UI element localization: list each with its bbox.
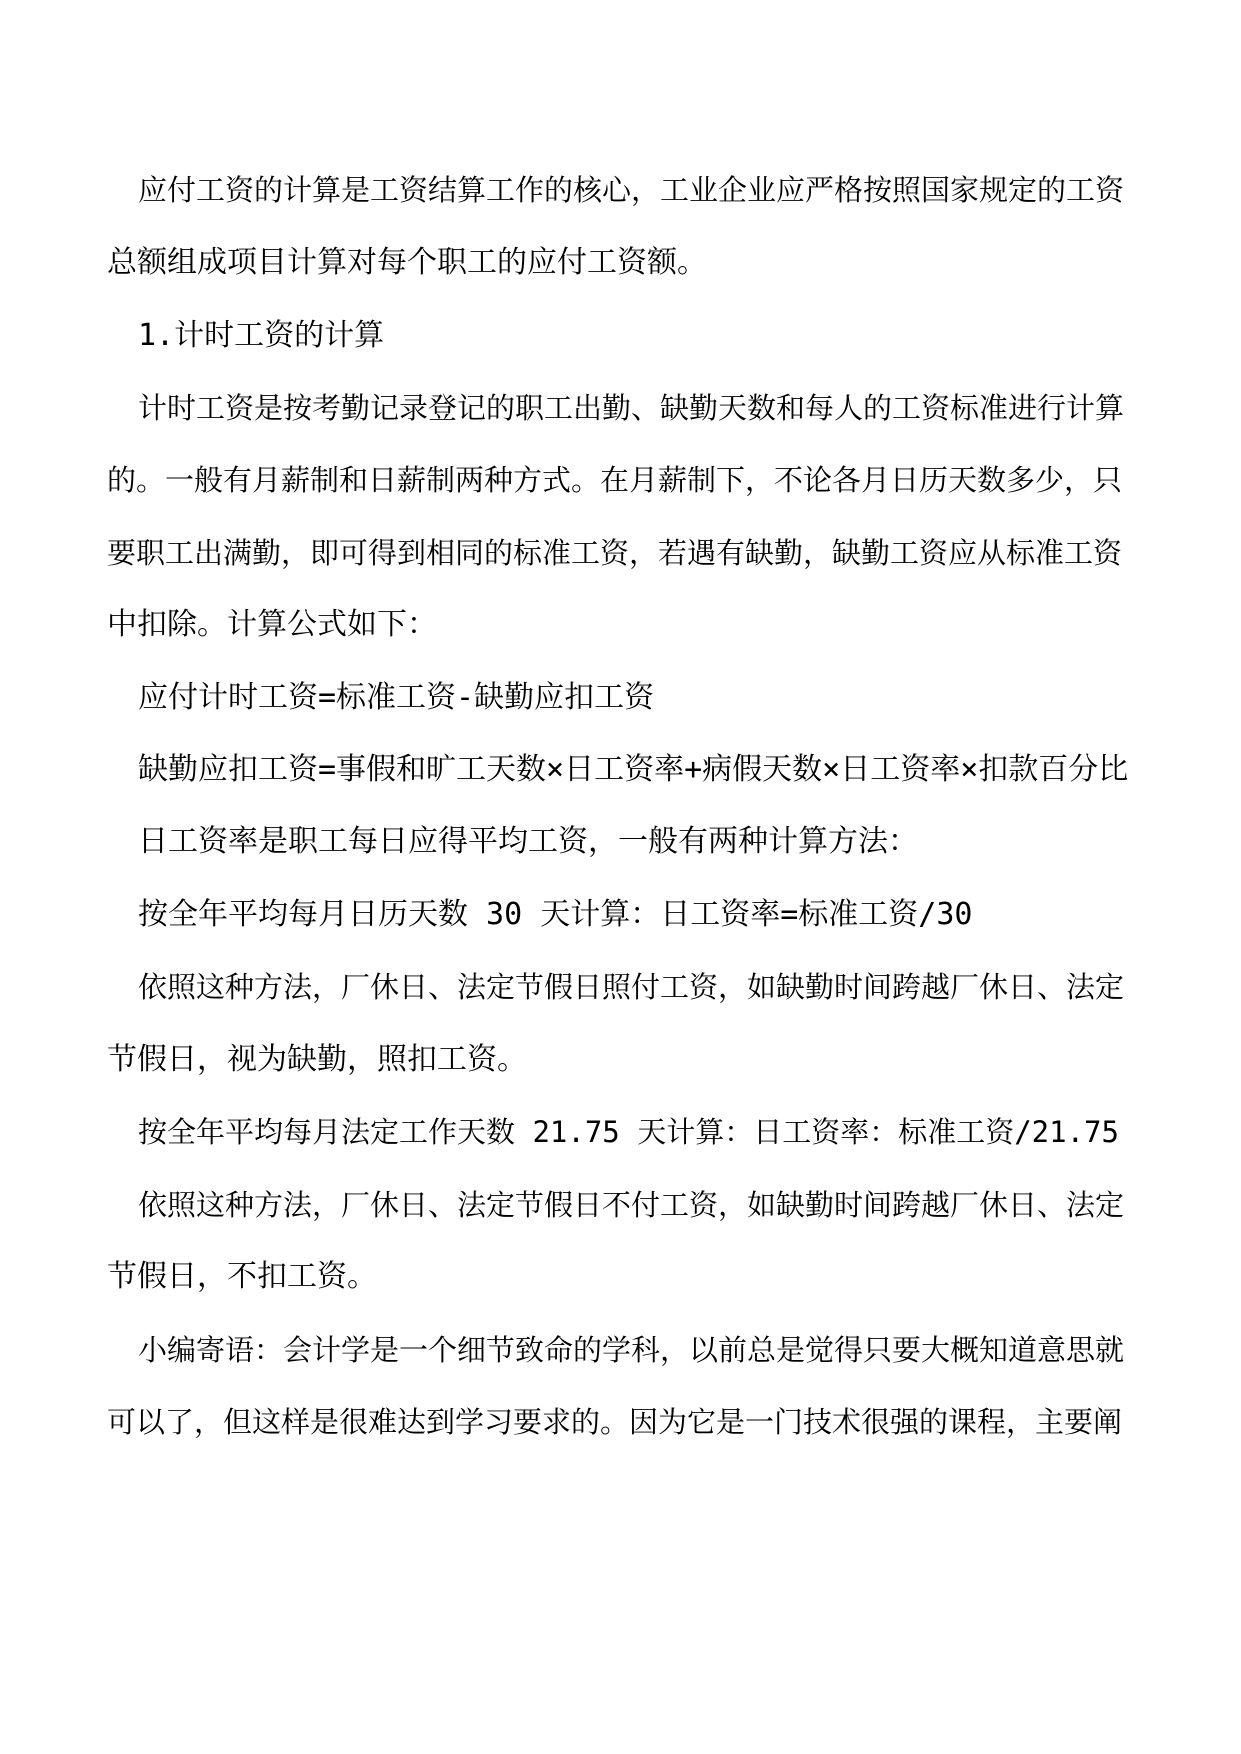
- formula-line: 按全年平均每月法定工作天数 21.75 天计算：日工资率：标准工资/21.75: [138, 1115, 1119, 1149]
- paragraph-line: 日工资率是职工每日应得平均工资，一般有两种计算方法：: [138, 824, 918, 859]
- paragraph-line: 小编寄语：会计学是一个细节致命的学科，以前总是觉得只要大概知道意思就: [138, 1333, 1125, 1367]
- paragraph-line: 要职工出满勤，即可得到相同的标准工资，若遇有缺勤，缺勤工资应从标准工资: [107, 536, 1123, 570]
- formula-line: 缺勤应扣工资=事假和旷工天数×日工资率+病假天数×日工资率×扣款百分比: [138, 752, 1129, 787]
- paragraph-line: 的。一般有月薪制和日薪制两种方式。在月薪制下，不论各月日历天数多少，只: [107, 463, 1123, 497]
- paragraph-line: 可以了，但这样是很难达到学习要求的。因为它是一门技术很强的课程，主要阐: [107, 1405, 1123, 1439]
- paragraph-line: 应付工资的计算是工资结算工作的核心，工业企业应严格按照国家规定的工资: [138, 173, 1125, 207]
- paragraph-line: 总额组成项目计算对每个职工的应付工资额。: [107, 245, 707, 280]
- formula-line: 按全年平均每月日历天数 30 天计算：日工资率=标准工资/30: [138, 897, 973, 932]
- paragraph-line: 依照这种方法，厂休日、法定节假日照付工资，如缺勤时间跨越厂休日、法定: [138, 970, 1125, 1004]
- paragraph-line: 依照这种方法，厂休日、法定节假日不付工资，如缺勤时间跨越厂休日、法定: [138, 1188, 1125, 1222]
- paragraph-line: 节假日，不扣工资。: [107, 1259, 377, 1294]
- paragraph-line: 节假日，视为缺勤，照扣工资。: [107, 1042, 527, 1077]
- section-heading: 1.计时工资的计算: [138, 318, 385, 353]
- formula-line: 应付计时工资=标准工资-缺勤应扣工资: [138, 680, 655, 715]
- paragraph-line: 中扣除。计算公式如下：: [107, 607, 437, 642]
- paragraph-line: 计时工资是按考勤记录登记的职工出勤、缺勤天数和每人的工资标准进行计算: [138, 391, 1125, 425]
